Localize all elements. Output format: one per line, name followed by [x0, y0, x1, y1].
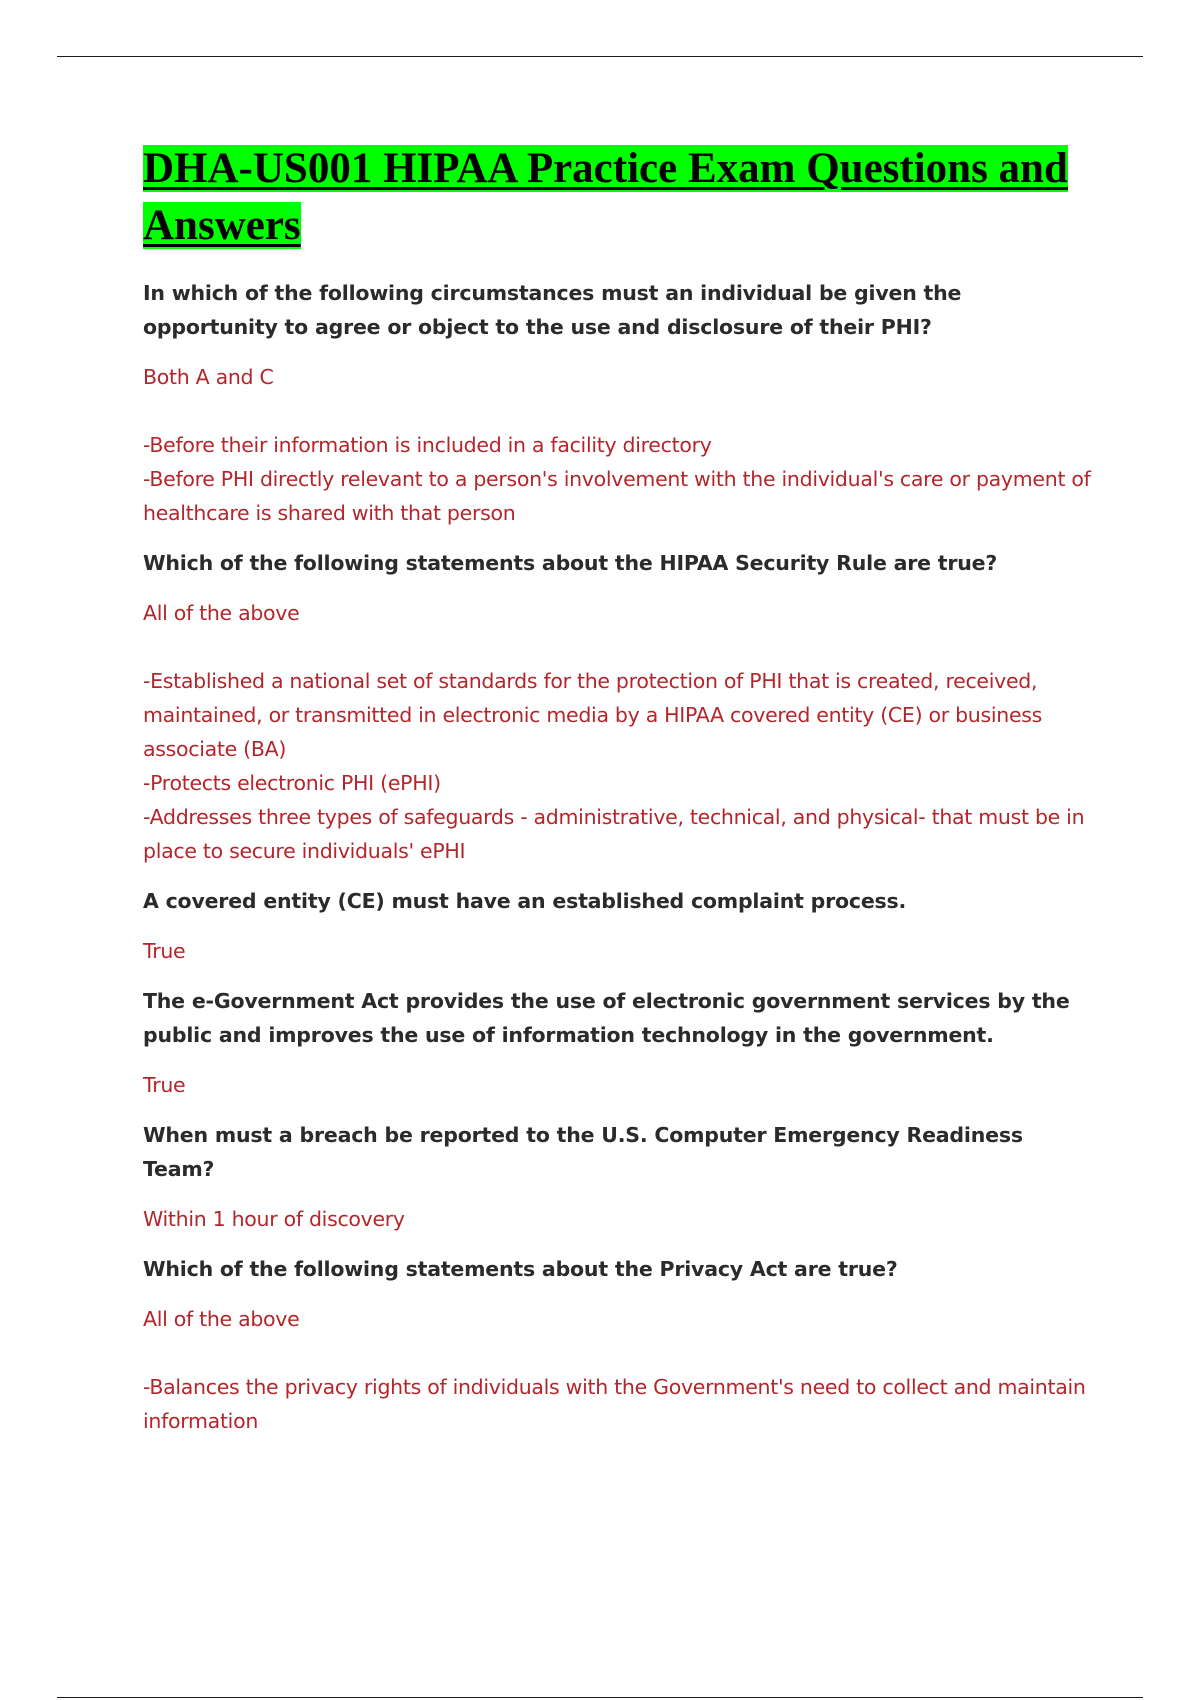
answer-text: Both A and C: [143, 365, 274, 389]
qa-block-5: [143, 1118, 1093, 1236]
qa-block-3: [143, 884, 1093, 968]
answer-detail-line: -Before PHI directly relevant to a person's involvement with the individual's care or payment of healthcare is shared with that person: [143, 467, 1091, 525]
document-title-text: DHA-US001 HIPAA Practice Exam Questions and Answers: [143, 145, 1068, 249]
question-text: A covered entity (CE) must have an established complaint process.: [143, 889, 907, 913]
answer-text: Within 1 hour of discovery: [143, 1207, 405, 1231]
question-text: Which of the following statements about the HIPAA Security Rule are true?: [143, 551, 998, 575]
qa-block-2: [143, 546, 1093, 868]
question-text: When must a breach be reported to the U.S. Computer Emergency Readiness Team?: [143, 1123, 1023, 1181]
qa-block-4: [143, 984, 1093, 1102]
top-rule: [57, 56, 1143, 57]
bottom-rule: [57, 1697, 1143, 1698]
answer-text: True: [143, 939, 186, 963]
answer-text: All of the above: [143, 601, 300, 625]
answer-detail-line: -Addresses three types of safeguards - administrative, technical, and physical- that must be in place to secure individuals' ePHI: [143, 805, 1085, 863]
question-text: In which of the following circumstances must an individual be given the opportunity to agree or object to the use and disclosure of their PHI?: [143, 281, 962, 339]
answer-detail-line: -Before their information is included in a facility directory: [143, 433, 712, 457]
answer-details: [143, 664, 1093, 868]
answer-text: All of the above: [143, 1307, 300, 1331]
answer-detail-line: -Balances the privacy rights of individuals with the Government's need to collect and maintain information: [143, 1375, 1086, 1433]
question-text: The e-Government Act provides the use of electronic government services by the public and improves the use of information technology in the government.: [143, 989, 1070, 1047]
answer-details: [143, 428, 1093, 530]
question-text: Which of the following statements about the Privacy Act are true?: [143, 1257, 898, 1281]
answer-details: [143, 1370, 1093, 1438]
document-body: [143, 140, 1093, 1454]
answer-text: True: [143, 1073, 186, 1097]
answer-detail-line: -Established a national set of standards for the protection of PHI that is created, received, maintained, or transmitted in electronic media by a HIPAA covered entity (CE) or business associate (BA): [143, 669, 1043, 761]
qa-block-1: [143, 276, 1093, 530]
qa-block-6: [143, 1252, 1093, 1438]
answer-detail-line: -Protects electronic PHI (ePHI): [143, 771, 441, 795]
document-title: [143, 140, 1093, 254]
